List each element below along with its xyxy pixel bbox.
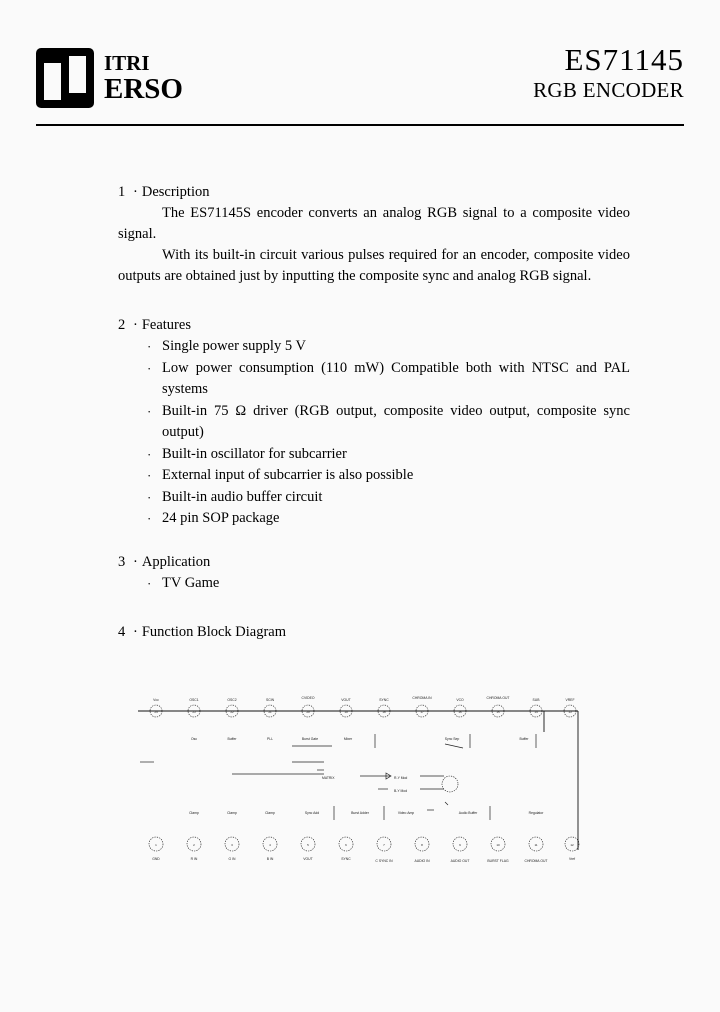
spacer — [118, 596, 630, 622]
list-item-label: Built-in audio buffer circuit — [162, 488, 323, 505]
bottom-pin-nodes — [149, 837, 579, 863]
bullet-icon: · — [147, 339, 152, 354]
top-pin-number: 23 — [192, 710, 196, 714]
block-label: Mixer — [343, 737, 353, 741]
bottom-pin-label: C SYNC IN — [375, 859, 393, 863]
top-pin-label: CVIDEO — [301, 696, 315, 700]
bullet-icon: · — [147, 446, 152, 462]
spacer — [118, 289, 630, 315]
logo-notch-left — [44, 56, 62, 63]
top-pin-number: 19 — [344, 710, 348, 714]
section-number: 3 — [118, 553, 126, 570]
logo-itri-text: ITRI — [104, 50, 150, 75]
top-pin-label: SCIN — [265, 698, 275, 702]
top-pin-label: Vcc — [153, 698, 159, 702]
bottom-pin-label: Vref — [568, 857, 576, 861]
block-label: Video Amp — [397, 811, 415, 815]
section-number: 2 — [118, 317, 126, 333]
top-pin-number: 18 — [382, 710, 386, 714]
bullet-icon: · — [147, 360, 152, 376]
block-label: Osc — [190, 737, 198, 741]
top-pin-number: 20 — [306, 710, 310, 714]
bottom-pin-number: 7 — [383, 843, 385, 847]
diagram-matrix-area — [140, 762, 458, 793]
block-label: PLL — [266, 737, 274, 741]
list-item — [146, 465, 630, 487]
features-list — [118, 336, 630, 530]
block-label: MATRIX — [322, 776, 335, 780]
block-label: Buffer — [227, 737, 237, 741]
list-item — [146, 401, 630, 444]
page-header — [36, 44, 684, 122]
header-divider — [36, 124, 684, 126]
bottom-pin-label: G IN — [228, 857, 236, 861]
list-item — [146, 444, 630, 466]
top-pin-label: SYNC — [379, 698, 389, 702]
section-title: Application — [141, 553, 211, 570]
section-title: Description — [141, 184, 210, 200]
top-pin-label: CHROMA IN — [412, 696, 432, 700]
block-label: Burst Gate — [301, 737, 319, 741]
bottom-pin-label: B IN — [266, 857, 274, 861]
spacer — [118, 532, 630, 552]
bottom-pin-label: GND — [152, 857, 160, 861]
top-pin-label: OSC1 — [189, 698, 199, 702]
diagram-block-row-2 — [189, 802, 544, 820]
bottom-pin-number: 2 — [193, 843, 195, 847]
top-pin-label: VCO — [456, 698, 464, 702]
list-item — [146, 336, 630, 358]
top-pin-nodes — [150, 696, 576, 717]
top-pin-number: 15 — [496, 710, 500, 714]
top-pin-label: VOUT — [341, 698, 351, 702]
top-pin-number: 17 — [420, 710, 424, 714]
bottom-pin-label: AUDIO IN — [414, 859, 430, 863]
section-title: Function Block Diagram — [141, 624, 287, 640]
block-label: Regulator — [528, 811, 544, 815]
section-number: 4 — [118, 624, 126, 640]
top-pin-number: 24 — [154, 710, 158, 714]
section-separator: · — [133, 317, 138, 333]
block-label: Buffer — [519, 737, 529, 741]
section-heading — [118, 622, 630, 643]
top-pin-label: VREF — [565, 698, 575, 702]
bullet-icon: · — [147, 468, 152, 483]
logo-wordmark — [104, 50, 183, 105]
bottom-pin-number: 9 — [459, 843, 461, 847]
top-signal-row — [138, 711, 578, 850]
block-label: Clamp — [189, 811, 199, 815]
block-label: B-Y Mod — [394, 789, 408, 793]
part-number: ES71145 — [564, 42, 684, 77]
top-pin-number: 16 — [458, 710, 462, 714]
list-item-label: Single power supply 5 V — [162, 338, 306, 354]
block-label: Clamp — [227, 811, 237, 815]
application-list — [118, 573, 630, 595]
top-pin-label: CHROMA OUT — [486, 696, 510, 700]
bottom-pin-label: R IN — [190, 857, 198, 861]
bullet-icon: · — [147, 403, 152, 419]
block-label: Audio Buffer — [458, 811, 478, 815]
bullet-icon: · — [147, 489, 152, 505]
section-heading — [118, 182, 630, 203]
page-content — [118, 182, 630, 645]
list-item-label: 24 pin SOP package — [162, 510, 280, 526]
bottom-pin-label: SYNC — [341, 857, 351, 861]
list-item-label: External input of subcarrier is also possible — [162, 467, 414, 483]
list-item-label: TV Game — [162, 574, 220, 591]
description-paragraph-1: The ES71145S encoder converts an analog RGB signal to a composite video signal. — [118, 205, 630, 242]
bottom-pin-number: 10 — [496, 843, 500, 847]
function-block-diagram — [132, 692, 594, 892]
company-logo — [36, 48, 183, 108]
bottom-pin-number: 5 — [307, 843, 309, 847]
bottom-pin-label: BURST FLAG — [487, 859, 509, 863]
bottom-pin-label: VOUT — [303, 857, 313, 861]
header-title-group — [533, 44, 684, 102]
bottom-pin-number: 8 — [421, 843, 423, 847]
diagram-block-row-1 — [191, 734, 536, 748]
bottom-pin-number: 4 — [269, 843, 271, 847]
itri-logo-icon — [36, 48, 94, 108]
top-pin-number: 14 — [534, 710, 538, 714]
bottom-pin-number: 11 — [534, 843, 538, 847]
section-separator: · — [133, 553, 138, 570]
logo-notch-right — [68, 93, 86, 100]
list-item — [146, 508, 630, 530]
list-item — [146, 487, 630, 509]
part-subtitle: RGB ENCODER — [533, 77, 684, 102]
section-number: 1 — [118, 184, 126, 200]
block-label: Clamp — [265, 811, 275, 815]
block-label: R-Y Mod — [394, 776, 408, 780]
section-application — [118, 552, 630, 595]
bottom-pin-number: 3 — [231, 843, 233, 847]
bottom-pin-number: 1 — [155, 843, 157, 847]
section-description — [118, 182, 630, 287]
section-separator: · — [133, 184, 138, 200]
section-title: Features — [141, 317, 191, 333]
block-label: Sync Sep — [444, 737, 460, 741]
list-item-label: Built-in oscillator for subcarrier — [162, 445, 347, 462]
block-label: Burst Adder — [351, 811, 369, 815]
bottom-pin-number: 6 — [345, 843, 347, 847]
block-label: Sync Add — [304, 811, 320, 815]
top-pin-number: 21 — [268, 710, 272, 714]
section-heading — [118, 552, 630, 573]
bullet-icon: · — [147, 575, 152, 591]
list-item — [146, 358, 630, 401]
list-item — [146, 573, 630, 595]
block-diagram-svg — [132, 692, 594, 892]
description-paragraph-2: With its built-in circuit various pulses required for an encoder, composite video outputs are obtained just by inputting the composite sync and analog RGB signal. — [118, 247, 630, 284]
bottom-pin-label: CHROMA OUT — [524, 859, 548, 863]
top-pin-label: OSC2 — [227, 698, 237, 702]
top-pin-label: SUB — [532, 698, 540, 702]
top-pin-number: 22 — [230, 710, 234, 714]
list-item-label: Low power consumption (110 mW) Compatible both with NTSC and PAL systems — [162, 359, 630, 397]
section-function-block-diagram — [118, 622, 630, 643]
section-separator: · — [133, 624, 138, 640]
bottom-pin-number: 12 — [570, 843, 574, 847]
section-features — [118, 315, 630, 530]
logo-erso-text: ERSO — [104, 72, 183, 105]
list-item-label: Built-in 75 Ω driver (RGB output, composite video output, composite sync output) — [162, 402, 630, 440]
section-heading — [118, 315, 630, 336]
bottom-pin-label: AUDIO OUT — [450, 859, 470, 863]
bullet-icon: · — [147, 511, 152, 526]
top-pin-number: 13 — [568, 710, 572, 714]
